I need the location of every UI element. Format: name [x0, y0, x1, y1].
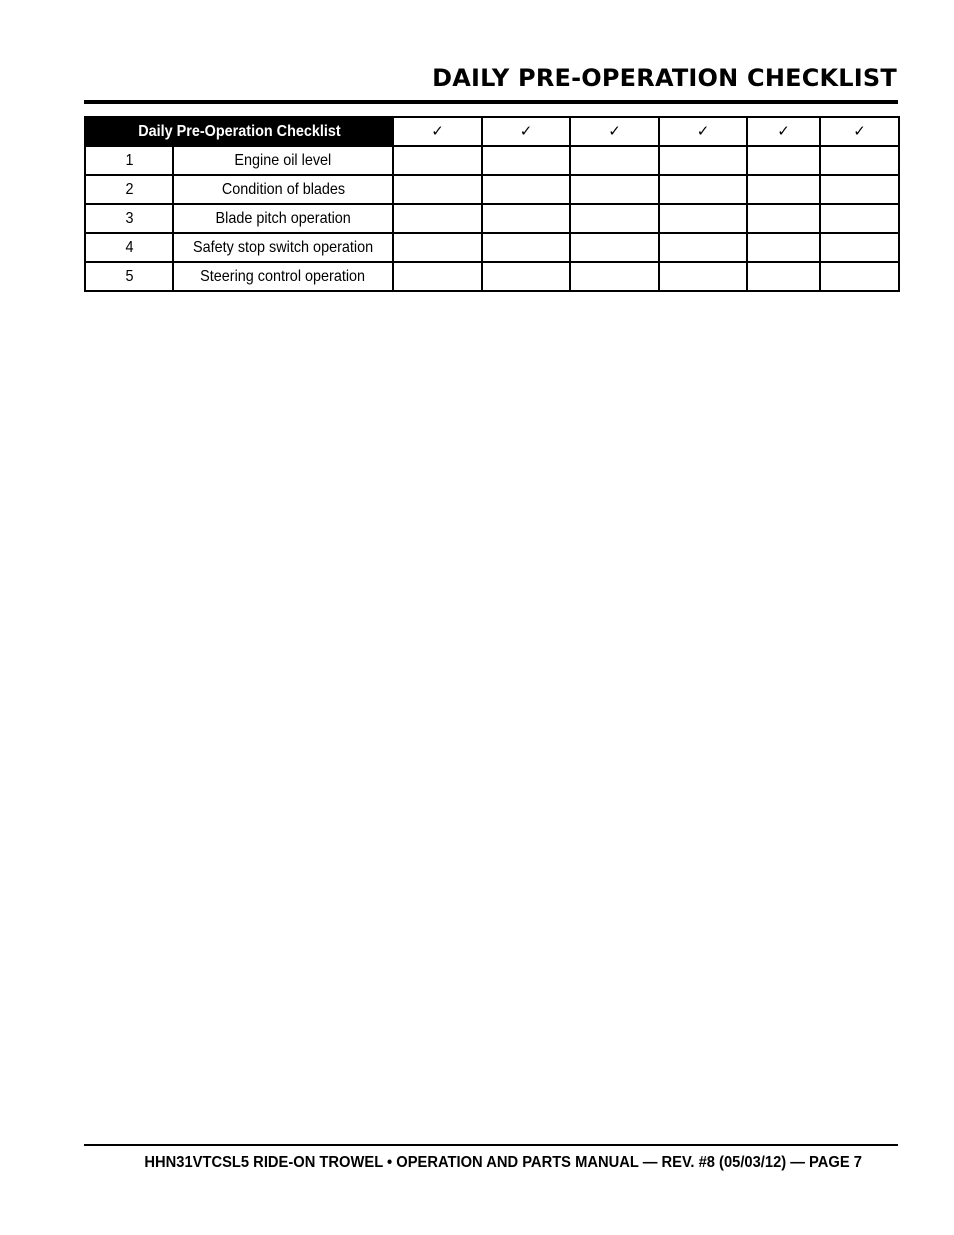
table-row: [85, 146, 899, 175]
check-cell: [747, 262, 820, 291]
check-cell: [393, 204, 482, 233]
check-cell: [820, 233, 899, 262]
table-row: [85, 204, 899, 233]
check-cell: [659, 262, 747, 291]
check-column-header: [820, 117, 899, 146]
check-cell: [820, 204, 899, 233]
check-cell: [747, 146, 820, 175]
check-cell: [659, 175, 747, 204]
check-cell: [570, 262, 659, 291]
row-number: 2: [85, 175, 173, 204]
row-number: 5: [85, 262, 173, 291]
table-row: [85, 233, 899, 262]
row-number: 3: [85, 204, 173, 233]
checkmark-icon: ✓: [696, 122, 710, 140]
check-cell: [393, 262, 482, 291]
row-item: Safety stop switch operation: [173, 233, 393, 262]
check-cell: [747, 204, 820, 233]
check-cell: [570, 175, 659, 204]
check-column-header: [659, 117, 747, 146]
row-number: 4: [85, 233, 173, 262]
pre-operation-checklist-table: [84, 116, 900, 292]
table-header-row: [85, 117, 899, 146]
check-cell: [482, 175, 570, 204]
check-cell: [820, 175, 899, 204]
check-cell: [393, 175, 482, 204]
check-column-header: [482, 117, 570, 146]
check-cell: [393, 146, 482, 175]
checkmark-icon: ✓: [853, 122, 866, 140]
page-title: DAILY PRE-OPERATION CHECKLIST: [432, 64, 897, 92]
check-cell: [482, 262, 570, 291]
check-cell: [570, 233, 659, 262]
checkmark-icon: ✓: [777, 122, 790, 140]
check-cell: [393, 233, 482, 262]
row-number: 1: [85, 146, 173, 175]
check-cell: [570, 204, 659, 233]
check-cell: [820, 146, 899, 175]
table-header-label: Daily Pre-Operation Checklist: [85, 117, 393, 146]
table-row: [85, 262, 899, 291]
check-cell: [570, 146, 659, 175]
check-column-header: [393, 117, 482, 146]
row-item: Blade pitch operation: [173, 204, 393, 233]
check-column-header: [570, 117, 659, 146]
row-item: Steering control operation: [173, 262, 393, 291]
checkmark-icon: ✓: [519, 122, 533, 140]
check-cell: [482, 233, 570, 262]
check-cell: [482, 146, 570, 175]
check-cell: [820, 262, 899, 291]
page-footer: HHN31VTCSL5 RIDE-ON TROWEL • OPERATION AND PARTS MANUAL — REV. #8 (05/03/12) — PAGE 7: [144, 1154, 862, 1171]
row-item: Condition of blades: [173, 175, 393, 204]
footer-divider: [84, 1144, 898, 1146]
row-item: Engine oil level: [173, 146, 393, 175]
check-cell: [659, 204, 747, 233]
check-cell: [747, 175, 820, 204]
table-row: [85, 175, 899, 204]
check-cell: [659, 233, 747, 262]
check-column-header: [747, 117, 820, 146]
check-cell: [659, 146, 747, 175]
checkmark-icon: ✓: [608, 122, 621, 140]
title-divider: [84, 100, 898, 104]
checkmark-icon: ✓: [431, 122, 444, 140]
check-cell: [482, 204, 570, 233]
check-cell: [747, 233, 820, 262]
